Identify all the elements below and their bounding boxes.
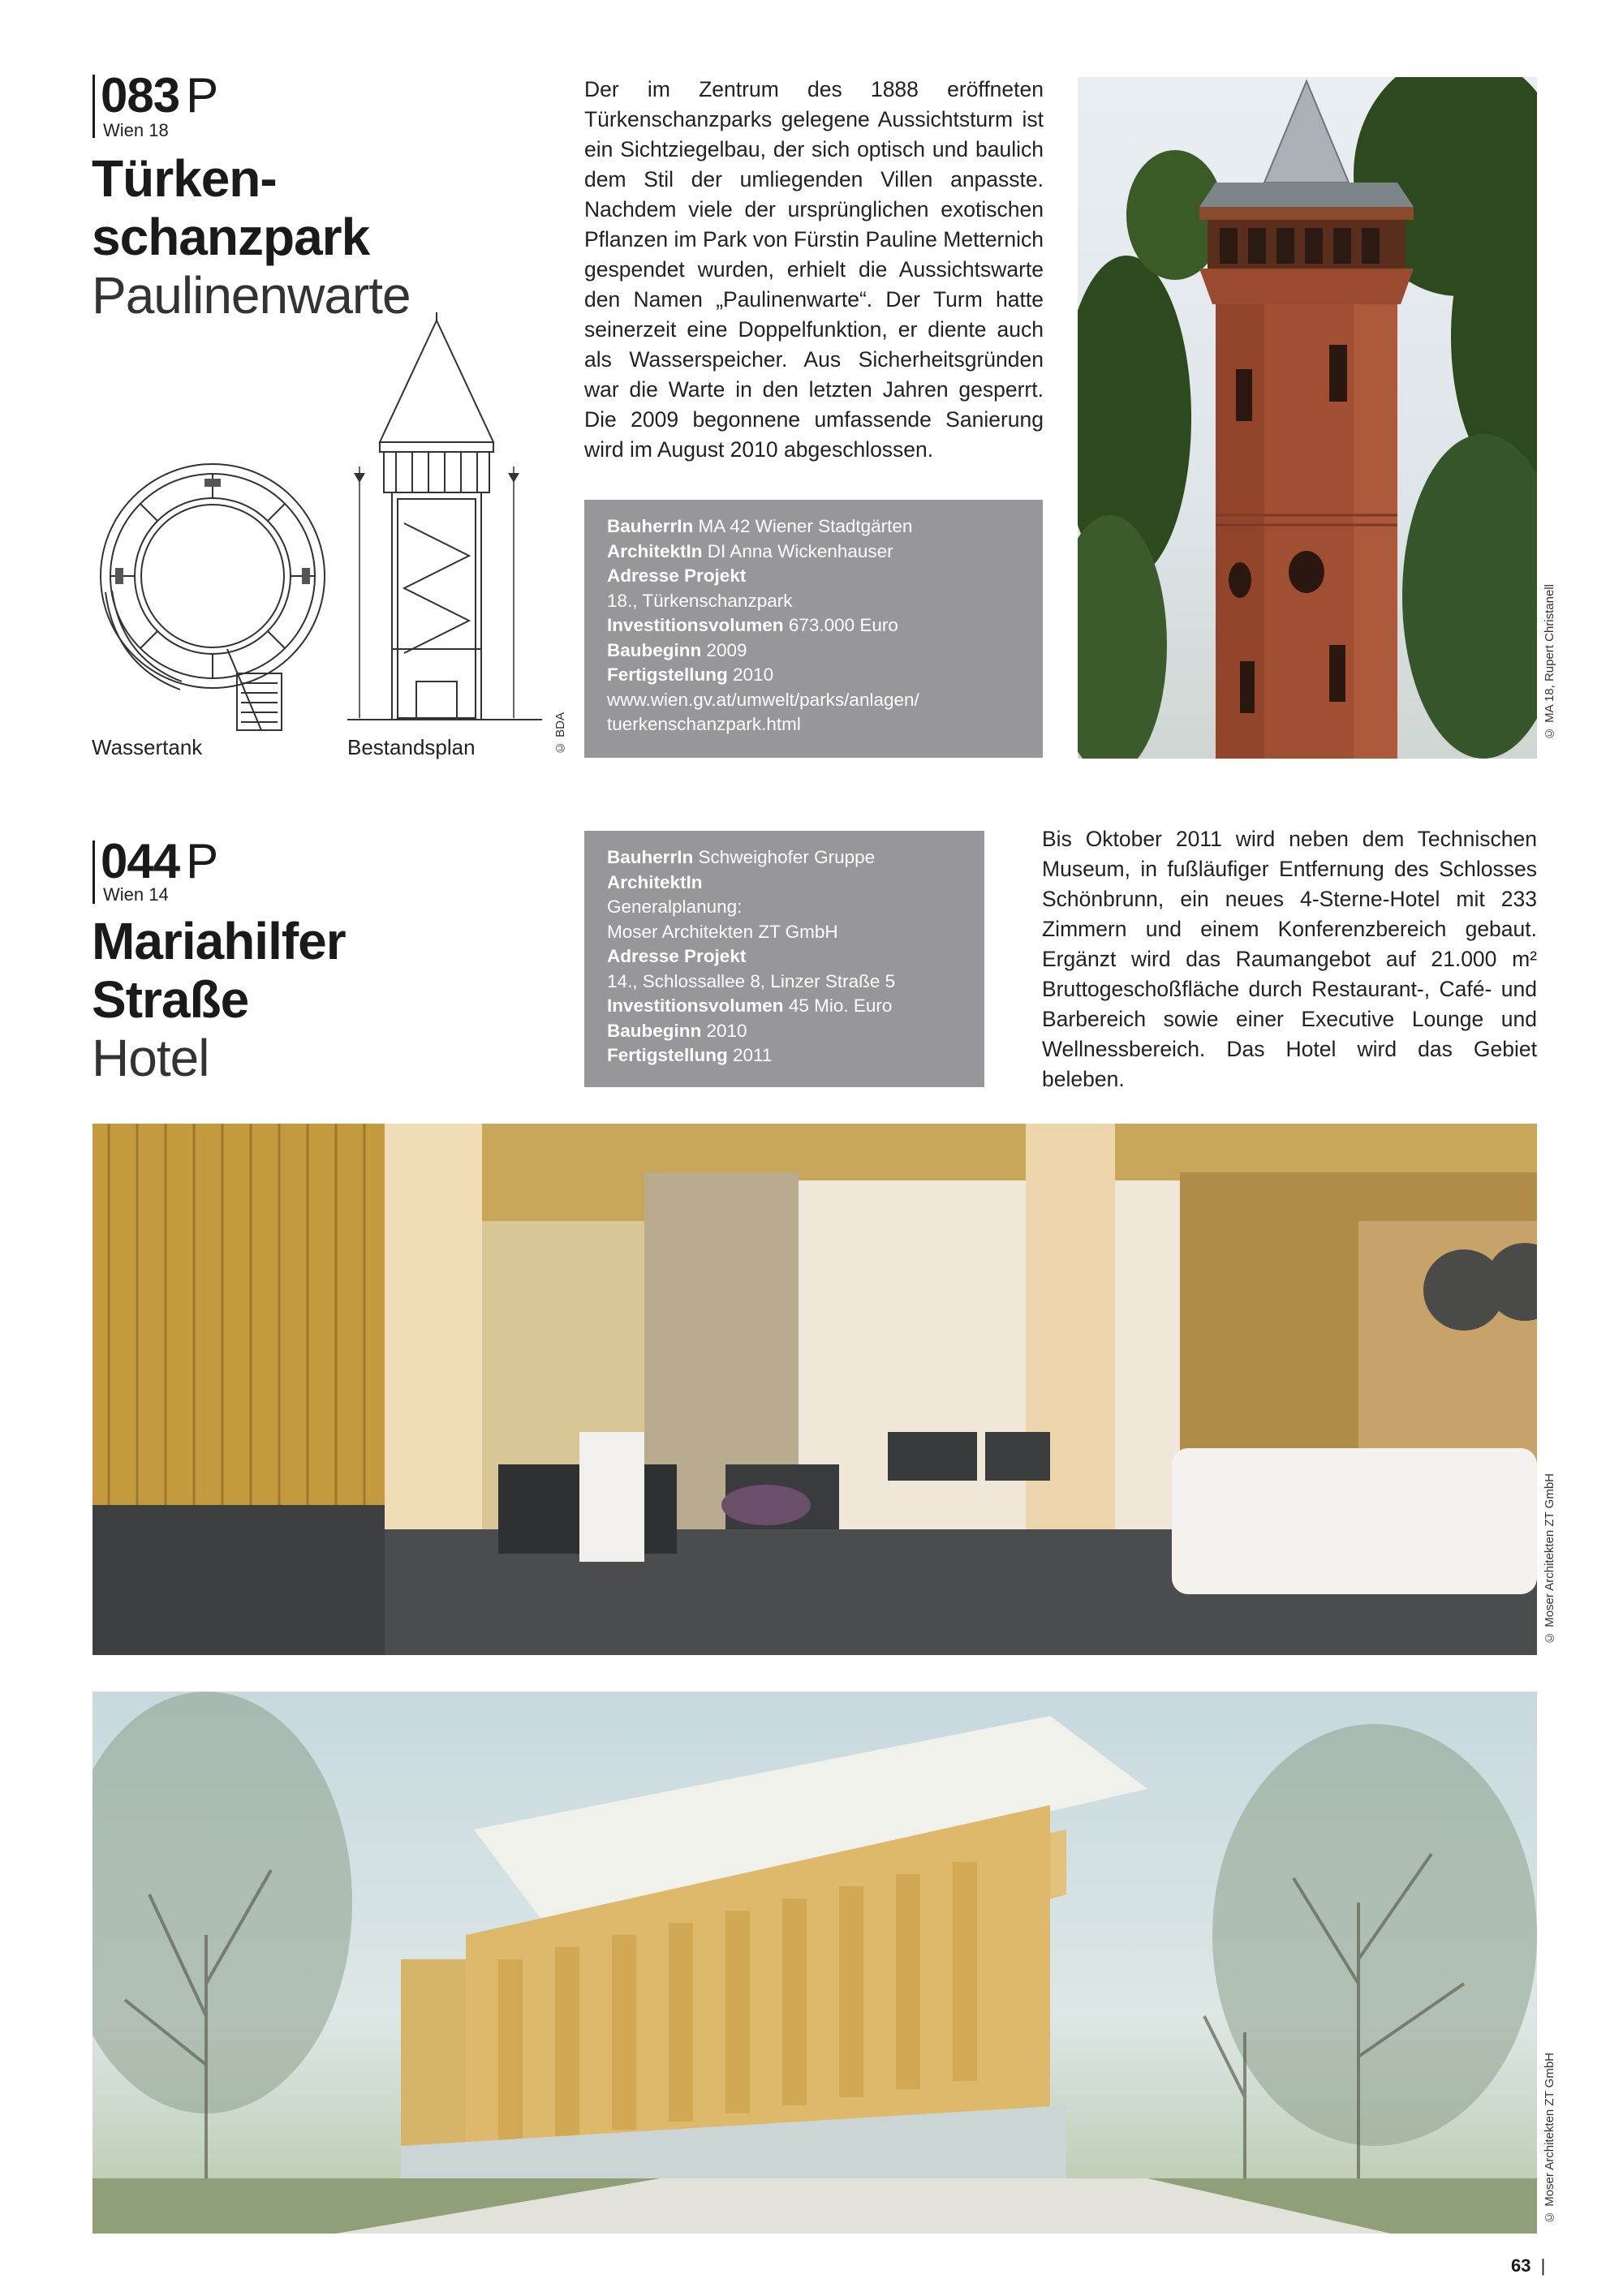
info-start-label: Baubeginn [607,639,702,660]
info-architect [607,540,1020,565]
info-start [607,638,1020,664]
info2-general-planning-label: Generalplanung: [607,896,743,917]
info2-client-value: Schweighofer Gruppe [698,847,876,867]
info-start-value: 2009 [706,639,747,660]
info-client-value: MA 42 Wiener Stadtgärten [698,516,913,536]
caption-existing-plan: Bestandsplan [347,735,476,759]
info2-start-value: 2010 [706,1020,747,1041]
page-number-value: 63 [1511,2255,1531,2276]
project-district: Wien 18 [103,120,169,140]
info-completion [607,663,1020,688]
info-investment-value: 673.000 Euro [788,615,898,635]
page-number [1511,2255,1545,2277]
info2-completion-value: 2011 [733,1045,773,1065]
project-number-bar [93,75,95,138]
info2-investment-label: Investitionsvolumen [607,995,784,1016]
info2-completion [607,1043,962,1068]
info2-architect-label: ArchitektIn [607,871,703,892]
project2-district: Wien 14 [103,884,169,905]
project-info-box [584,500,1043,758]
project-number [101,68,218,123]
info-address [607,564,1020,589]
info2-address [607,944,962,970]
hotel-exterior-render [93,1692,1537,2234]
water-tank-plan-drawing [91,454,334,734]
project2-subtitle: Hotel [92,1029,209,1087]
info2-address-label: Adresse Projekt [607,946,747,966]
project2-title-line2: Straße [92,970,249,1029]
info-architect-label: ArchitektIn [607,540,703,561]
project-description: Der im Zentrum des 1888 eröffneten Türkenschanzparks gelegene Aussichtsturm ist ein Sichtziegelbau, der sich optisch und baulich dem Stil der umliegenden Villen anpasste. Nachdem viele der ursprünglichen exotischen Pflanzen im Park von Fürstin Pauline Metternich gespendet wurden, erhielt die Aussichtswarte den Namen „Paulinenwarte“. Der Turm hatte seinerzeit eine Doppelfunktion, er diente auch als Wasserspeicher. Aus Sicherheitsgründen war die Warte in den letzten Jahren gesperrt. Die 2009 begonnene umfassende Sanierung wird im August 2010 abgeschlossen. [584,77,1044,462]
info-completion-label: Fertigstellung [607,664,728,685]
info2-start-label: Baubeginn [607,1020,702,1041]
project-number-letter: P [186,68,218,123]
info-client-label: BauherrIn [607,516,694,536]
project-subtitle: Paulinenwarte [92,266,411,325]
page-number-separator: | [1540,2255,1546,2276]
project2-info-box [584,831,984,1087]
project2-description: Bis Oktober 2011 wird neben dem Technischen Museum, in fußläufiger Entfernung des Schlosses Schönbrunn, ein neues 4-Sterne-Hotel mit 233 Zimmern und einem Konferenzbereich gebaut. Ergänzt wird das Raumangebot auf 21.000 m² Bruttogeschoßfläche durch Restaurant-, Café- und Barbereich sowie einer Executive Lounge und Wellnessbereich. Das Hotel wird das Gebiet beleben. [1042,827,1537,1091]
project2-number-digits: 044 [101,834,180,888]
info-completion-value: 2010 [733,664,774,685]
info-client [607,514,1020,540]
info-address-label: Adresse Projekt [607,565,747,586]
project2-title-line1: Mariahilfer [92,912,346,970]
caption-water-tank: Wassertank [92,735,203,759]
info2-investment-value: 45 Mio. Euro [788,995,893,1016]
info2-general-planning-value: Moser Architekten ZT GmbH [607,921,838,942]
info2-address-value: 14., Schlossallee 8, Linzer Straße 5 [607,970,896,991]
credit-exterior-render: © Moser Architekten ZT GmbH [1543,2053,1556,2224]
info2-investment [607,994,962,1019]
project2-number [101,834,218,888]
project2-number-letter: P [186,834,218,888]
credit-tower-photo: © MA 18, Rupert Christanell [1543,584,1556,741]
credit-lobby-render: © Moser Architekten ZT GmbH [1543,1473,1556,1645]
project-title-line2: schanzpark [92,208,370,266]
info2-client [607,845,962,871]
info2-completion-label: Fertigstellung [607,1045,728,1065]
hotel-exterior-illustration [93,1692,1537,2234]
project-title-line1: Türken- [92,149,277,208]
hotel-lobby-render [93,1124,1537,1655]
info2-client-label: BauherrIn [607,847,694,867]
project-number-digits: 083 [101,68,180,123]
project2-number-bar [93,841,95,904]
info2-start [607,1019,962,1044]
tower-photo [1078,77,1537,759]
info-address-value: 18., Türkenschanzpark [607,590,793,611]
tower-photo-illustration [1078,77,1537,759]
info2-architect [607,871,962,896]
info-url-line1: www.wien.gv.at/umwelt/parks/anlagen/ [607,689,919,710]
hotel-lobby-illustration [93,1124,1537,1655]
credit-drawing: © BDA [553,712,567,755]
tower-section-drawing [347,312,542,730]
info-investment [607,613,1020,638]
info-investment-label: Investitionsvolumen [607,615,784,635]
info-architect-value: DI Anna Wickenhauser [707,540,893,561]
info-url-line2: tuerkenschanzpark.html [607,714,801,734]
